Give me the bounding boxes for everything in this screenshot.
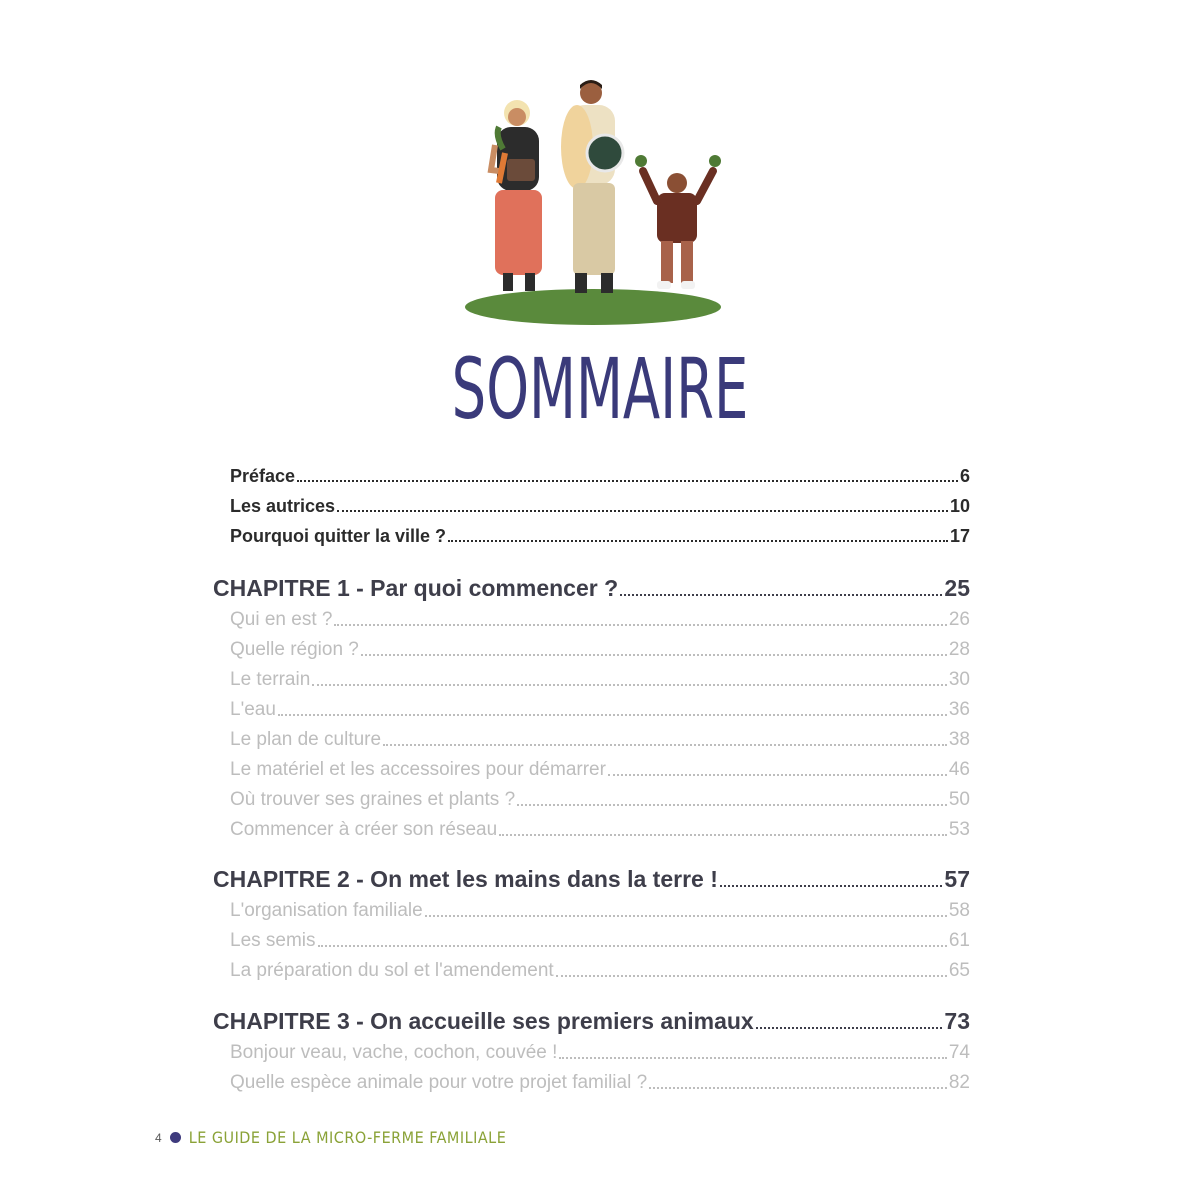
subentry-label: Qui en est ? (230, 609, 333, 630)
dot-leader (297, 480, 958, 482)
subentry-label: Quelle espèce animale pour votre projet familial ? (230, 1072, 648, 1093)
dot-leader (649, 1087, 947, 1089)
toc-entry-page: 10 (949, 496, 970, 516)
subentry-page: 36 (948, 699, 970, 720)
footer-page-number: 4 (155, 1130, 162, 1145)
page-footer (155, 1128, 506, 1147)
subentry-page: 26 (948, 609, 970, 630)
subentry-label: La préparation du sol et l'amendement (230, 960, 554, 981)
subentry-page: 74 (948, 1042, 970, 1063)
subentry-page: 28 (948, 639, 970, 660)
toc-entry-page: 6 (959, 466, 970, 486)
subentry-page: 65 (948, 960, 970, 981)
subentry-page: 53 (948, 819, 970, 840)
subentry-page: 50 (948, 789, 970, 810)
dot-leader (720, 885, 943, 887)
toc-subentry[interactable] (230, 960, 970, 982)
toc-subentry[interactable] (230, 900, 970, 922)
subentry-label: Le matériel et les accessoires pour démarrer (230, 759, 606, 780)
chapter-page: 73 (944, 1008, 970, 1034)
toc-subentry[interactable] (230, 930, 970, 952)
subentry-label: Commencer à créer son réseau (230, 819, 498, 840)
subentry-label: Le terrain (230, 669, 311, 690)
subentry-label: Les semis (230, 930, 316, 951)
dot-leader (278, 714, 947, 716)
toc-subentry[interactable] (230, 699, 970, 721)
dot-leader (425, 915, 947, 917)
subentry-page: 38 (948, 729, 970, 750)
chapter-page: 25 (944, 575, 970, 601)
dot-leader (620, 594, 942, 596)
toc-chapter-2[interactable] (213, 866, 970, 893)
toc-subentry[interactable] (230, 639, 970, 661)
toc-entry-preface[interactable] (230, 466, 970, 487)
dot-leader (517, 804, 947, 806)
toc-subentry[interactable] (230, 729, 970, 751)
toc-subentry[interactable] (230, 669, 970, 691)
subentry-page: 30 (948, 669, 970, 690)
toc-subentry[interactable] (230, 1042, 970, 1064)
chapter-label: CHAPITRE 1 - Par quoi commencer ? (213, 575, 619, 601)
dot-leader (559, 1057, 946, 1059)
dot-leader (361, 654, 947, 656)
toc-entry-label: Pourquoi quitter la ville ? (230, 526, 447, 546)
dot-leader (556, 975, 947, 977)
toc-subentry[interactable] (230, 1072, 970, 1094)
subentry-page: 61 (948, 930, 970, 951)
subentry-label: Bonjour veau, vache, cochon, couvée ! (230, 1042, 558, 1063)
dot-leader (312, 684, 947, 686)
dot-leader (608, 774, 947, 776)
subentry-label: L'eau (230, 699, 276, 720)
subentry-page: 46 (948, 759, 970, 780)
toc-subentry[interactable] (230, 759, 970, 781)
dot-leader (499, 834, 947, 836)
subentry-page: 58 (948, 900, 970, 921)
chapter-page: 57 (944, 866, 970, 892)
toc-subentry[interactable] (230, 609, 970, 631)
toc-chapter-1[interactable] (213, 575, 970, 602)
dot-leader (756, 1027, 943, 1029)
toc-subentry[interactable] (230, 789, 970, 811)
subentry-label: Quelle région ? (230, 639, 359, 660)
toc-entry-label: Les autrices (230, 496, 336, 516)
subentry-page: 82 (948, 1072, 970, 1093)
subentry-label: L'organisation familiale (230, 900, 423, 921)
subentry-label: Où trouver ses graines et plants ? (230, 789, 516, 810)
dot-leader (334, 624, 946, 626)
dot-leader (383, 744, 947, 746)
dot-leader (448, 540, 948, 542)
toc-entry-page: 17 (949, 526, 970, 546)
toc-entry-authors[interactable] (230, 496, 970, 517)
dot-leader (337, 510, 948, 512)
footer-book-title: LE GUIDE DE LA MICRO-FERME FAMILIALE (188, 1128, 507, 1147)
chapter-label: CHAPITRE 2 - On met les mains dans la terre ! (213, 866, 718, 892)
toc-subentry[interactable] (230, 819, 970, 841)
page-title: SOMMAIRE (451, 340, 749, 438)
dot-leader (318, 945, 947, 947)
toc-entry-why-leave-city[interactable] (230, 526, 970, 547)
toc-entry-label: Préface (230, 466, 296, 486)
toc-chapter-3[interactable] (213, 1008, 970, 1035)
subentry-label: Le plan de culture (230, 729, 382, 750)
bullet-dot-icon (170, 1132, 181, 1143)
chapter-label: CHAPITRE 3 - On accueille ses premiers animaux (213, 1008, 754, 1034)
